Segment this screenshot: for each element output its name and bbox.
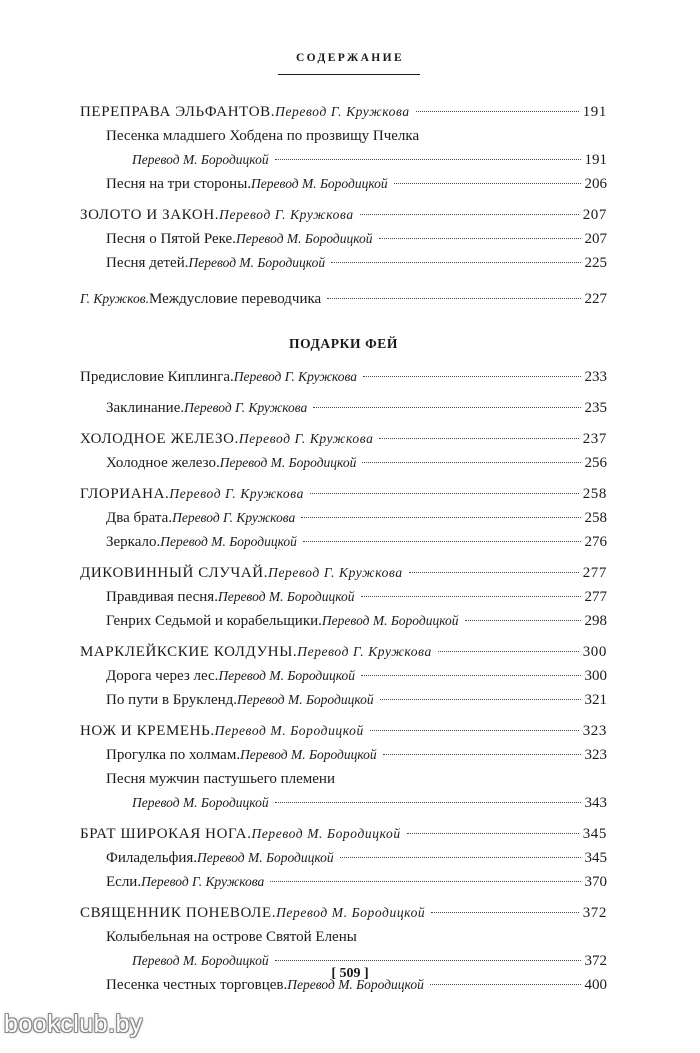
toc-entry-page: 370	[584, 874, 607, 890]
dot-leader	[301, 517, 580, 518]
dot-leader	[394, 183, 581, 184]
toc-entry	[80, 427, 607, 451]
toc-entry-title: Дорога через лес.	[106, 668, 219, 684]
toc-entry-title: Если.	[106, 874, 142, 890]
toc-entry	[80, 451, 607, 475]
toc-entry-translator: Перевод Г. Кружкова	[233, 369, 357, 384]
toc-entry-page: 258	[584, 510, 607, 526]
toc-entry	[80, 688, 607, 712]
toc-entry-translator: Перевод Г. Кружкова	[141, 874, 265, 889]
toc-entry-translator: Перевод Г. Кружкова	[169, 486, 304, 501]
dot-leader	[275, 802, 581, 803]
toc-entry-translator: Перевод Г. Кружкова	[275, 104, 410, 119]
toc-entry-page: 256	[584, 455, 607, 471]
toc-entry-translator: Перевод Г. Кружкова	[297, 644, 432, 659]
toc-entry-title: По пути в Брукленд.	[106, 692, 238, 708]
dot-leader	[370, 730, 579, 731]
toc-entry-translator: Перевод М. Бородицкой	[219, 455, 357, 470]
toc-entry	[80, 100, 607, 124]
toc-entry-translator: Перевод М. Бородицкой	[251, 176, 388, 191]
toc-entry	[80, 846, 607, 870]
toc-entry-title: Прогулка по холмам.	[106, 747, 241, 763]
toc-entry	[80, 251, 607, 275]
toc-entry-page: 300	[582, 644, 607, 660]
dot-leader	[380, 699, 581, 700]
toc-entry-title: Колыбельная на острове Святой Елены	[106, 929, 357, 945]
dot-leader	[303, 541, 581, 542]
dot-leader	[310, 493, 579, 494]
toc-entry-page: 258	[582, 486, 607, 502]
toc-entry	[80, 585, 607, 609]
toc-entry-title: Песенка младшего Хобдена по прозвищу Пчелка	[106, 128, 420, 144]
toc-entry-translator: Перевод М. Бородицкой	[160, 534, 297, 549]
toc-entry-translator: Перевод М. Бородицкой	[235, 231, 373, 246]
toc-entry-page: 233	[584, 369, 607, 385]
toc-entry-title: Междусловие переводчика	[148, 291, 322, 307]
toc-entry-page: 207	[582, 207, 607, 223]
dot-leader	[379, 238, 581, 239]
dot-leader	[407, 833, 579, 834]
dot-leader	[363, 376, 581, 377]
dot-leader	[361, 596, 581, 597]
toc-entry	[80, 719, 607, 743]
toc-entry-translator: Перевод М. Бородицкой	[287, 977, 424, 992]
dot-leader	[340, 857, 581, 858]
toc-entry-page: 191	[582, 104, 607, 120]
toc-entry-translator: Перевод М. Бородицкой	[276, 905, 426, 920]
dot-leader	[431, 912, 578, 913]
toc-entry-page: 372	[584, 953, 607, 969]
toc-entry-title: МАРКЛЕЙКСКИЕ КОЛДУНЫ.	[80, 644, 298, 660]
dot-leader	[438, 651, 579, 652]
toc-entry	[80, 172, 607, 196]
toc-entry-page: 343	[584, 795, 607, 811]
dot-leader	[275, 960, 581, 961]
dot-leader	[313, 407, 580, 408]
toc-entry-title: Песня о Пятой Реке.	[106, 231, 236, 247]
toc-entry-title: Филадельфия.	[106, 850, 198, 866]
toc-entry-translator: Перевод М. Бородицкой	[321, 613, 459, 628]
dot-leader	[275, 159, 581, 160]
toc-entry-title: НОЖ И КРЕМЕНЬ.	[80, 723, 215, 739]
toc-entry-page: 225	[584, 255, 607, 271]
toc-entry-translator: Перевод Г. Кружкова	[268, 565, 403, 580]
running-header: СОДЕРЖАНИЕ	[295, 52, 405, 64]
section-heading: ПОДАРКИ ФЕЙ	[289, 336, 398, 351]
toc-entry	[80, 870, 607, 894]
toc-entry-author: Г. Кружков.	[80, 291, 149, 306]
page-number: [ 509 ]	[331, 966, 369, 981]
toc-entry-page: 207	[584, 231, 607, 247]
toc-entry-page: 191	[584, 152, 607, 168]
toc-entry	[80, 124, 607, 148]
toc-entry-page: 298	[584, 613, 607, 629]
toc-entry-title: Песня на три стороны.	[106, 176, 252, 192]
toc-entry-translator: Перевод М. Бородицкой	[214, 723, 364, 738]
dot-leader	[430, 984, 581, 985]
toc-entry	[80, 365, 607, 389]
toc-entry	[80, 506, 607, 530]
toc-entry	[80, 767, 607, 791]
toc-entry-title: ПЕРЕПРАВА ЭЛЬФАНТОВ.	[80, 104, 276, 120]
toc-entry	[80, 664, 607, 688]
toc-entry-title: ГЛОРИАНА.	[80, 486, 170, 502]
dot-leader	[331, 262, 580, 263]
toc-entry	[80, 396, 607, 420]
dot-leader	[383, 754, 581, 755]
toc-entry-title: ХОЛОДНОЕ ЖЕЛЕЗО.	[80, 431, 239, 447]
toc-entry-translator: Перевод М. Бородицкой	[237, 692, 374, 707]
toc-entry-title: Два брата.	[106, 510, 173, 526]
toc-entry	[80, 148, 607, 172]
toc-entry-page: 372	[582, 905, 607, 921]
toc-entry-translator: Перевод М. Бородицкой	[132, 953, 269, 968]
toc-entry-title: СВЯЩЕННИК ПОНЕВОЛЕ.	[80, 905, 277, 921]
toc-entry-translator: Перевод М. Бородицкой	[132, 152, 269, 167]
dot-leader	[360, 214, 579, 215]
toc-entry	[80, 743, 607, 767]
dot-leader	[270, 881, 580, 882]
toc-entry	[80, 791, 607, 815]
toc-entry-title: Предисловие Киплинга.	[80, 369, 234, 385]
dot-leader	[409, 572, 579, 573]
toc-entry-translator: Перевод М. Бородицкой	[218, 668, 356, 683]
toc-entry-page: 345	[582, 826, 607, 842]
toc-entry-title: Зеркало.	[106, 534, 161, 550]
toc-entry-page: 276	[584, 534, 607, 550]
toc-entry-title: ЗОЛОТО И ЗАКОН.	[80, 207, 220, 223]
toc-entry-title: Песенка честных торговцев.	[106, 977, 288, 993]
toc-entry-translator: Перевод Г. Кружкова	[238, 431, 374, 446]
table-of-contents	[80, 100, 607, 997]
toc-entry	[80, 901, 607, 925]
toc-entry	[80, 530, 607, 554]
toc-entry	[80, 561, 607, 585]
toc-entry-translator: Перевод М. Бородицкой	[132, 795, 269, 810]
toc-entry-page: 323	[584, 747, 607, 763]
dot-leader	[416, 111, 579, 112]
watermark: bookclub.by	[4, 1010, 143, 1038]
header-rule	[278, 74, 420, 75]
toc-entry-page: 345	[584, 850, 607, 866]
toc-entry-translator: Перевод М. Бородицкой	[251, 826, 401, 841]
toc-entry	[80, 609, 607, 633]
toc-entry-page: 323	[582, 723, 607, 739]
dot-leader	[379, 438, 578, 439]
toc-entry	[80, 287, 607, 311]
toc-entry-title: Генрих Седьмой и корабельщики.	[106, 613, 322, 629]
toc-entry	[80, 227, 607, 251]
dot-leader	[362, 462, 580, 463]
toc-entry-translator: Перевод М. Бородицкой	[217, 589, 355, 604]
toc-entry-page: 300	[584, 668, 607, 684]
toc-entry-page: 400	[584, 977, 607, 993]
toc-entry-translator: Перевод Г. Кружкова	[219, 207, 354, 222]
toc-entry-page: 227	[584, 291, 607, 307]
toc-entry-title: Правдивая песня.	[106, 589, 218, 605]
toc-entry-page: 235	[584, 400, 607, 416]
toc-entry-title: Холодное железо.	[106, 455, 220, 471]
toc-entry-page: 321	[584, 692, 607, 708]
toc-entry-title: ДИКОВИННЫЙ СЛУЧАЙ.	[80, 565, 269, 581]
toc-entry-title: БРАТ ШИРОКАЯ НОГА.	[80, 826, 252, 842]
toc-entry	[80, 640, 607, 664]
toc-entry-page: 277	[582, 565, 607, 581]
toc-entry-page: 277	[584, 589, 607, 605]
toc-entry-translator: Перевод М. Бородицкой	[197, 850, 334, 865]
toc-entry-translator: Перевод М. Бородицкой	[240, 747, 377, 762]
toc-entry-page: 237	[582, 431, 607, 447]
toc-entry	[80, 482, 607, 506]
dot-leader	[465, 620, 581, 621]
toc-entry-title: Песня детей.	[106, 255, 189, 271]
toc-entry	[80, 203, 607, 227]
toc-entry-translator: Перевод Г. Кружкова	[184, 400, 308, 415]
toc-entry	[80, 925, 607, 949]
dot-leader	[327, 298, 580, 299]
toc-entry-translator: Перевод М. Бородицкой	[188, 255, 326, 270]
toc-entry-title: Заклинание.	[106, 400, 185, 416]
toc-entry	[80, 822, 607, 846]
toc-entry-page: 206	[584, 176, 607, 192]
toc-entry-translator: Перевод Г. Кружкова	[172, 510, 296, 525]
dot-leader	[361, 675, 580, 676]
toc-entry-title: Песня мужчин пастушьего племени	[106, 771, 335, 787]
